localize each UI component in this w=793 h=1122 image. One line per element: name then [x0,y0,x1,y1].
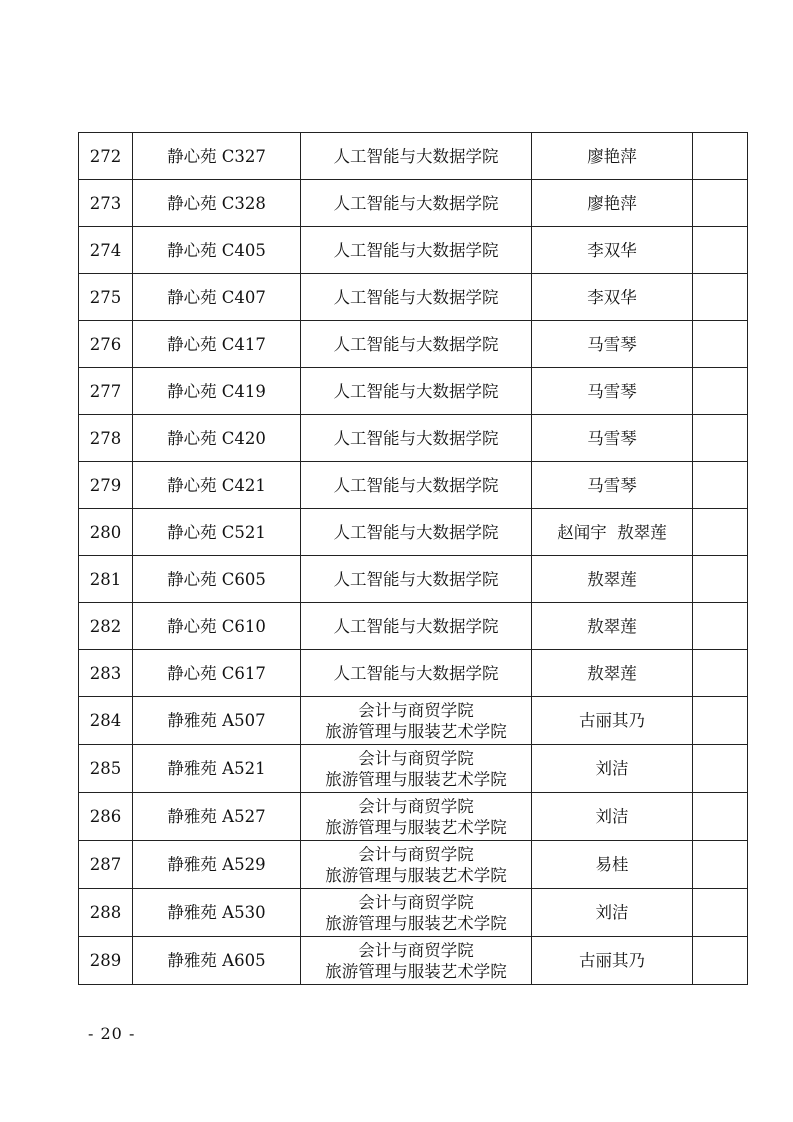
table-body [79,133,748,985]
note-cell [693,227,748,274]
note-cell [693,937,748,985]
row-number-cell: 279 [79,462,133,509]
table-row [79,462,748,509]
note-cell [693,603,748,650]
row-number-cell: 289 [79,937,133,985]
college-cell [301,133,532,180]
table-row [79,937,748,985]
table-row [79,321,748,368]
note-cell [693,509,748,556]
dormitory-cell: 静心苑 C405 [133,227,301,274]
table-row [79,889,748,937]
row-number-cell: 275 [79,274,133,321]
dormitory-cell: 静心苑 C521 [133,509,301,556]
college-cell [301,697,532,745]
college-name: 人工智能与大数据学院 [333,663,499,683]
college-name: 会计与商贸学院 [358,748,474,768]
table-row [79,793,748,841]
table-row [79,274,748,321]
teacher-cell: 廖艳萍 [532,180,693,227]
college-name: 人工智能与大数据学院 [333,287,499,307]
dormitory-cell: 静心苑 C419 [133,368,301,415]
note-cell [693,889,748,937]
row-number-cell: 280 [79,509,133,556]
dormitory-cell: 静雅苑 A521 [133,745,301,793]
dormitory-cell: 静雅苑 A507 [133,697,301,745]
teacher-cell: 赵闻宇 敖翠莲 [532,509,693,556]
row-number-cell: 272 [79,133,133,180]
college-cell [301,227,532,274]
teacher-cell: 马雪琴 [532,321,693,368]
row-number-cell: 283 [79,650,133,697]
dormitory-cell: 静雅苑 A529 [133,841,301,889]
table-row [79,603,748,650]
row-number-cell: 273 [79,180,133,227]
college-cell [301,937,532,985]
teacher-cell: 马雪琴 [532,368,693,415]
teacher-cell: 李双华 [532,227,693,274]
college-name: 会计与商贸学院 [358,892,474,912]
college-cell [301,841,532,889]
note-cell [693,274,748,321]
note-cell [693,650,748,697]
note-cell [693,368,748,415]
college-name: 会计与商贸学院 [358,844,474,864]
table-row [79,650,748,697]
dormitory-cell: 静雅苑 A605 [133,937,301,985]
college-cell [301,793,532,841]
dormitory-table [78,132,748,985]
college-name: 人工智能与大数据学院 [333,381,499,401]
college-name: 人工智能与大数据学院 [333,240,499,260]
note-cell [693,321,748,368]
dormitory-cell: 静雅苑 A530 [133,889,301,937]
college-name: 旅游管理与服装艺术学院 [325,913,507,933]
dormitory-cell: 静心苑 C421 [133,462,301,509]
row-number-cell: 284 [79,697,133,745]
teacher-cell: 古丽其乃 [532,937,693,985]
college-cell [301,603,532,650]
college-name: 旅游管理与服装艺术学院 [325,961,507,981]
table-row [79,133,748,180]
row-number-cell: 274 [79,227,133,274]
note-cell [693,697,748,745]
note-cell [693,745,748,793]
dormitory-cell: 静心苑 C617 [133,650,301,697]
college-name: 人工智能与大数据学院 [333,146,499,166]
teacher-cell: 刘洁 [532,889,693,937]
college-name: 人工智能与大数据学院 [333,475,499,495]
college-name: 人工智能与大数据学院 [333,334,499,354]
college-cell [301,180,532,227]
dormitory-cell: 静心苑 C605 [133,556,301,603]
row-number-cell: 288 [79,889,133,937]
note-cell [693,556,748,603]
dormitory-cell: 静心苑 C417 [133,321,301,368]
teacher-cell: 廖艳萍 [532,133,693,180]
teacher-cell: 马雪琴 [532,462,693,509]
college-cell [301,274,532,321]
college-name: 旅游管理与服装艺术学院 [325,721,507,741]
table-row [79,697,748,745]
college-cell [301,650,532,697]
table-row [79,227,748,274]
teacher-cell: 刘洁 [532,745,693,793]
page-number: - 20 - [88,1024,136,1043]
row-number-cell: 287 [79,841,133,889]
teacher-cell: 刘洁 [532,793,693,841]
dormitory-cell: 静心苑 C420 [133,415,301,462]
dormitory-cell: 静雅苑 A527 [133,793,301,841]
college-name: 旅游管理与服装艺术学院 [325,817,507,837]
row-number-cell: 285 [79,745,133,793]
table-row [79,415,748,462]
college-cell [301,509,532,556]
college-cell [301,556,532,603]
college-name: 人工智能与大数据学院 [333,193,499,213]
note-cell [693,462,748,509]
teacher-cell: 敖翠莲 [532,650,693,697]
note-cell [693,841,748,889]
college-cell [301,462,532,509]
row-number-cell: 281 [79,556,133,603]
dormitory-cell: 静心苑 C328 [133,180,301,227]
teacher-cell: 敖翠莲 [532,556,693,603]
table-row [79,556,748,603]
note-cell [693,793,748,841]
college-name: 会计与商贸学院 [358,940,474,960]
row-number-cell: 286 [79,793,133,841]
row-number-cell: 278 [79,415,133,462]
table-row [79,841,748,889]
teacher-cell: 易桂 [532,841,693,889]
row-number-cell: 277 [79,368,133,415]
row-number-cell: 282 [79,603,133,650]
teacher-cell: 马雪琴 [532,415,693,462]
teacher-cell: 敖翠莲 [532,603,693,650]
teacher-cell: 古丽其乃 [532,697,693,745]
teacher-cell: 李双华 [532,274,693,321]
note-cell [693,415,748,462]
table-row [79,368,748,415]
college-name: 旅游管理与服装艺术学院 [325,865,507,885]
table-row [79,509,748,556]
college-name: 旅游管理与服装艺术学院 [325,769,507,789]
college-name: 人工智能与大数据学院 [333,569,499,589]
college-name: 人工智能与大数据学院 [333,428,499,448]
college-cell [301,415,532,462]
dormitory-cell: 静心苑 C407 [133,274,301,321]
dormitory-cell: 静心苑 C610 [133,603,301,650]
college-cell [301,321,532,368]
college-cell [301,889,532,937]
college-cell [301,745,532,793]
table-row [79,180,748,227]
table-row [79,745,748,793]
note-cell [693,180,748,227]
college-name: 人工智能与大数据学院 [333,616,499,636]
note-cell [693,133,748,180]
college-cell [301,368,532,415]
college-name: 会计与商贸学院 [358,796,474,816]
dormitory-cell: 静心苑 C327 [133,133,301,180]
row-number-cell: 276 [79,321,133,368]
college-name: 人工智能与大数据学院 [333,522,499,542]
college-name: 会计与商贸学院 [358,700,474,720]
